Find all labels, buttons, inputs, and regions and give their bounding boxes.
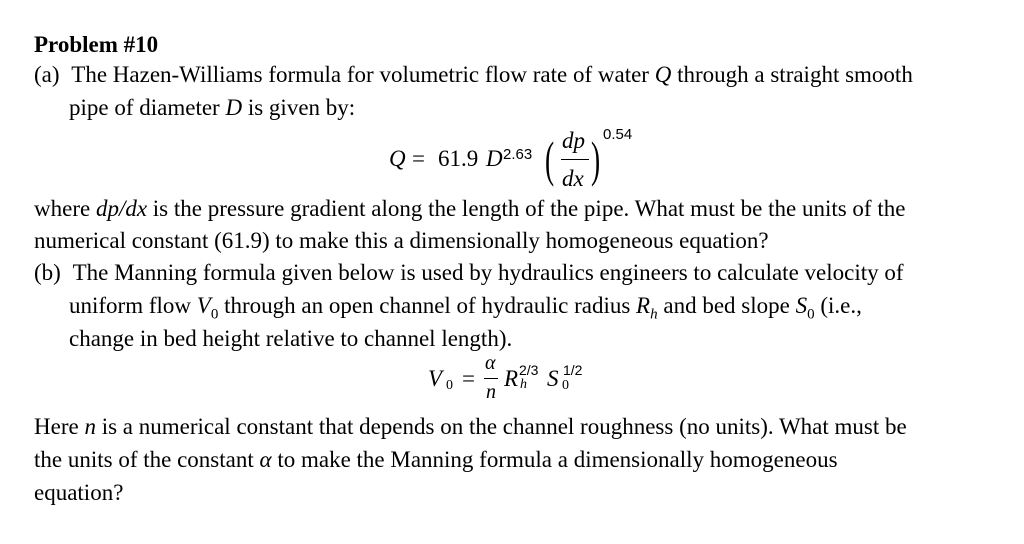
part-a-line-2	[69, 93, 355, 123]
part-a-text-2-post: is given by:	[242, 95, 356, 120]
var-R: R	[636, 293, 651, 318]
var-alpha: α	[259, 447, 272, 472]
part-a-label: (a)	[34, 62, 60, 87]
eq-b-denominator: n	[486, 381, 496, 403]
var-D: D	[225, 95, 243, 120]
var-V-sub: 0	[210, 306, 219, 323]
part-b-after-line-3: equation?	[34, 480, 124, 505]
part-b-after-1-pre: Here	[34, 414, 85, 439]
eq-b-lhs-sub: 0	[446, 378, 453, 393]
part-a-text-1-post: through a straight smooth	[671, 62, 913, 87]
var-n: n	[84, 414, 96, 439]
eq-b-equals: =	[462, 366, 475, 391]
eq-b-S-sup: 1/2	[563, 362, 583, 378]
eq-a-denominator: dx	[562, 166, 584, 191]
eq-a-lhs: Q	[389, 146, 406, 171]
eq-a-var-D: D	[486, 146, 503, 171]
problem-title: Problem #10	[34, 32, 159, 57]
eq-a-exponent-D: 2.63	[503, 146, 533, 163]
part-a-after-1-post: is the pressure gradient along the length of the pipe. What must be the units of the	[147, 196, 906, 221]
eq-b-R-sub: h	[520, 377, 527, 392]
eq-a-numerator: dp	[562, 128, 585, 153]
part-b-line-3: change in bed height relative to channel length).	[69, 326, 513, 351]
eq-b-var-S: S	[547, 366, 559, 391]
eq-a-outer-exponent: 0.54	[603, 126, 633, 143]
part-b-after-line-1	[34, 412, 907, 442]
part-a-line-1	[34, 60, 913, 90]
part-a-after-line-1	[34, 194, 905, 224]
part-b-after-2-pre: the units of the constant	[34, 447, 260, 472]
eq-b-R-sup: 2/3	[519, 362, 539, 378]
var-Q: Q	[654, 62, 672, 87]
var-V: V	[196, 293, 211, 318]
eq-a-equals: =	[412, 146, 425, 171]
part-a-after-line-2: numerical constant (61.9) to make this a dimensionally homogeneous equation?	[34, 228, 769, 253]
part-a-after-1-pre: where	[34, 196, 96, 221]
part-b-text-2-post: (i.e.,	[814, 293, 862, 318]
eq-b-numerator: α	[485, 352, 496, 374]
eq-b-lhs: V	[428, 366, 443, 391]
part-b-after-line-2	[34, 445, 838, 475]
var-S: S	[795, 293, 808, 318]
eq-b-var-R: R	[504, 366, 519, 391]
eq-a-left-paren: (	[545, 131, 555, 187]
eq-a-right-paren: )	[591, 131, 601, 187]
var-R-sub: h	[650, 306, 658, 323]
eq-a-fraction-bar	[561, 159, 589, 160]
part-b-after-2-post: to make the Manning formula a dimensionally homogeneous	[271, 447, 838, 472]
part-b-text-2-mid1: through an open channel of hydraulic radius	[218, 293, 637, 318]
eq-a-coefficient: 61.9	[438, 146, 479, 171]
eq-b-fraction-bar	[484, 378, 498, 379]
var-S-sub: 0	[807, 306, 815, 323]
part-b-text-1: The Manning formula given below is used by hydraulics engineers to calculate velocity of	[72, 260, 904, 285]
part-b-after-1-post: is a numerical constant that depends on the channel roughness (no units). What must be	[95, 414, 907, 439]
part-b-label: (b)	[34, 260, 61, 285]
eq-b-S-sub: 0	[562, 378, 569, 393]
part-b-text-2-pre: uniform flow	[69, 293, 197, 318]
part-b-line-1	[34, 258, 904, 288]
part-a-text-2: pipe of diameter	[69, 95, 226, 120]
part-b-text-2-mid2: and bed slope	[657, 293, 796, 318]
dp-dx: dp/dx	[95, 196, 148, 221]
part-a-text-1: The Hazen-Williams formula for volumetric flow rate of water	[71, 62, 655, 87]
